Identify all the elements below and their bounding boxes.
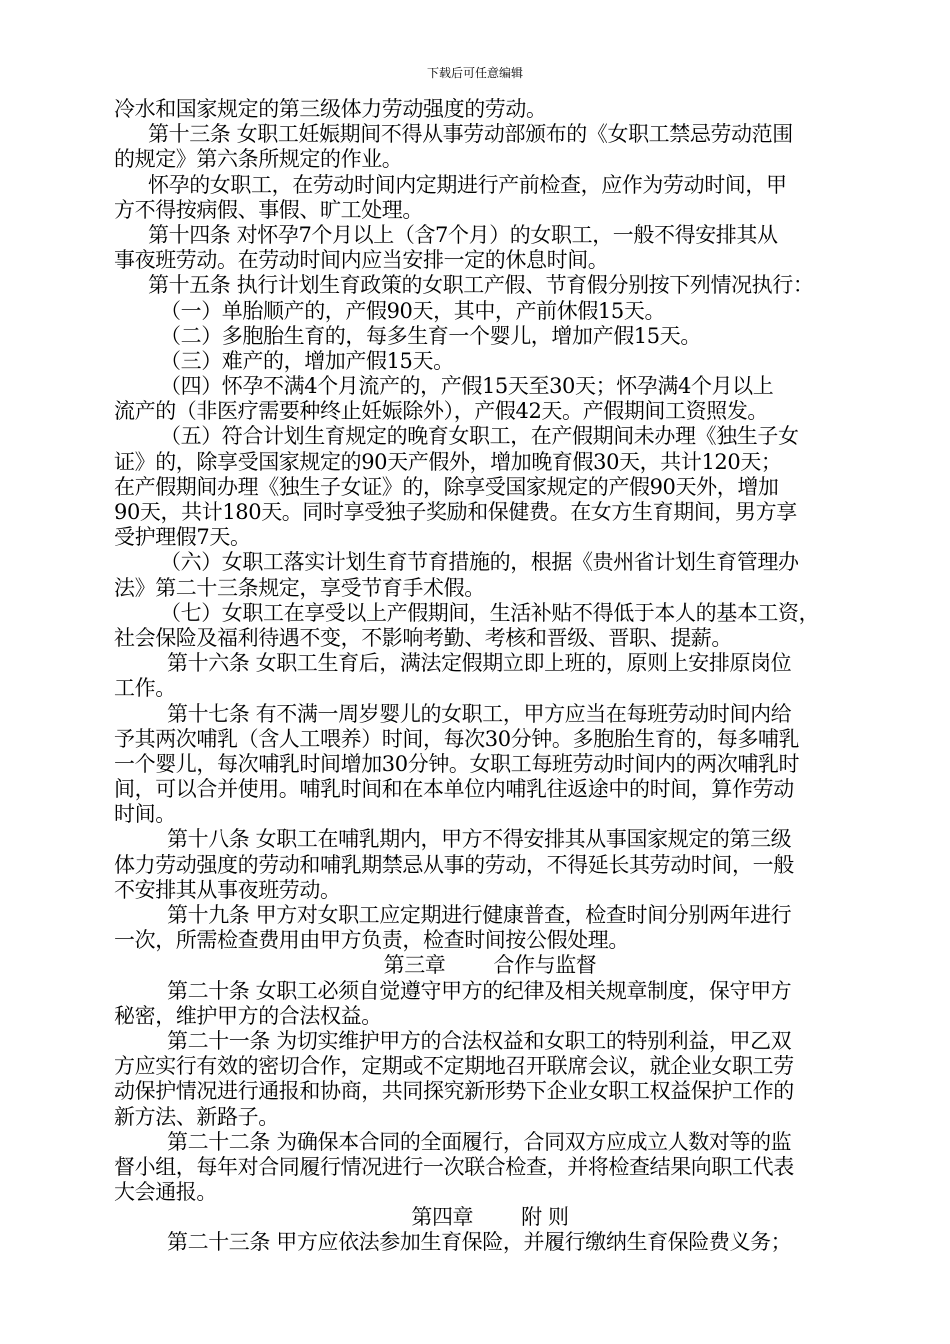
text-line: 予其两次哺乳（含人工喂养）时间，每次30分钟。多胞胎生育的，每多哺乳 (114, 726, 800, 751)
document-body (114, 97, 866, 1256)
text-line: 第十七条 有不满一周岁婴儿的女职工，甲方应当在每班劳动时间内给 (167, 701, 792, 726)
text-line: 流产的（非医疗需要种终止妊娠除外），产假42天。产假期间工资照发。 (114, 399, 769, 424)
text-line: 90天，共计180天。同时享受独子奖励和保健费。在女方生育期间，男方享 (114, 500, 797, 524)
text-line: 的规定》第六条所规定的作业。 (114, 147, 403, 172)
text-line: 时间。 (114, 802, 176, 827)
text-line: （六）女职工落实计划生育节育措施的，根据《贵州省计划生育管理办 (160, 550, 799, 575)
text-line: 大会通报。 (114, 1180, 217, 1205)
text-line: 第十四条 对怀孕7个月以上（含7个月）的女职工，一般不得安排其从 (148, 222, 778, 247)
text-line: 方应实行有效的密切合作，定期或不定期地召开联席会议，就企业女职工劳 (114, 1054, 794, 1079)
text-line: 间，可以合并使用。哺乳时间和在本单位内哺乳往返途中的时间，算作劳动 (114, 777, 794, 802)
chapter-heading (114, 953, 866, 978)
text-line: （二）多胞胎生育的，每多生育一个婴儿，增加产假15天。 (160, 323, 701, 348)
text-line: 第二十三条 甲方应依法参加生育保险，并履行缴纳生育保险费义务； (167, 1230, 792, 1255)
text-line: 第二十一条 为切实维护甲方的合法权益和女职工的特别利益，甲乙双 (167, 1028, 792, 1053)
text-line: 体力劳动强度的劳动和哺乳期禁忌从事的劳动，不得延长其劳动时间，一般 (114, 852, 794, 877)
text-line: 社会保险及福利待遇不变，不影响考勤、考核和晋级、晋职、提薪。 (114, 625, 732, 650)
text-line: 督小组，每年对合同履行情况进行一次联合检查，并将检查结果向职工代表 (114, 1154, 794, 1179)
text-line: 第二十二条 为确保本合同的全面履行，合同双方应成立人数对等的监 (167, 1129, 792, 1154)
text-line: 方不得按病假、事假、旷工处理。 (114, 197, 423, 222)
text-line: 怀孕的女职工，在劳动时间内定期进行产前检查，应作为劳动时间，甲 (148, 172, 787, 197)
text-line: 秘密，维护甲方的合法权益。 (114, 1003, 382, 1028)
text-line: 一次，所需检查费用由甲方负责，检查时间按公假处理。 (114, 928, 629, 953)
text-line: 第十三条 女职工妊娠期间不得从事劳动部颁布的《女职工禁忌劳动范围 (148, 122, 793, 147)
chapter-title: 附 则 (521, 1205, 569, 1230)
text-line: （四）怀孕不满4个月流产的，产假15天至30天；怀孕满4个月以上 (160, 374, 774, 399)
text-line: 工作。 (114, 676, 176, 701)
text-line: 受护理假7天。 (114, 525, 251, 550)
chapter-heading (114, 1205, 866, 1230)
text-line: 事夜班劳动。在劳动时间内应当安排一定的休息时间。 (114, 248, 609, 273)
text-line: 第二十条 女职工必须自觉遵守甲方的纪律及相关规章制度，保守甲方 (167, 978, 792, 1003)
page-header: 下载后可任意编辑 (426, 66, 523, 80)
text-line: 冷水和国家规定的第三级体力劳动强度的劳动。 (114, 97, 547, 121)
text-line: 第十六条 女职工生育后，满法定假期立即上班的，原则上安排原岗位 (167, 651, 792, 676)
text-line: （七）女职工在享受以上产假期间，生活补贴不得低于本人的基本工资， (160, 600, 820, 625)
text-line: 不安排其从事夜班劳动。 (114, 877, 341, 902)
text-line: 在产假期间办理《独生子女证》的，除享受国家规定的产假90天外，增加 (114, 474, 779, 499)
text-line: （一）单胎顺产的，产假90天，其中，产前休假15天。 (160, 298, 666, 323)
text-line: （三）难产的，增加产假15天。 (160, 348, 454, 373)
text-line: 第十九条 甲方对女职工应定期进行健康普查，检查时间分别两年进行 (167, 903, 792, 927)
text-line: 一个婴儿，每次哺乳时间增加30分钟。女职工每班劳动时间内的两次哺乳时 (114, 751, 800, 776)
text-line: （五）符合计划生育规定的晚育女职工，在产假期间未办理《独生子女 (160, 424, 799, 449)
text-line: 第十八条 女职工在哺乳期内，甲方不得安排其从事国家规定的第三级 (167, 827, 792, 852)
text-line: 证》的，除享受国家规定的90天产假外，增加晚育假30天，共计120天； (114, 449, 782, 474)
chapter-title: 合作与监督 (493, 953, 597, 978)
text-line: 第十五条 执行计划生育政策的女职工产假、节育假分别按下列情况执行： (148, 273, 814, 298)
text-line: 法》第二十三条规定，享受节育手术假。 (114, 575, 485, 600)
text-line: 动保护情况进行通报和协商，共同探究新形势下企业女职工权益保护工作的 (114, 1079, 794, 1104)
chapter-number: 第四章 (411, 1205, 474, 1230)
text-line: 新方法、新路子。 (114, 1104, 279, 1129)
chapter-number: 第三章 (383, 953, 446, 978)
